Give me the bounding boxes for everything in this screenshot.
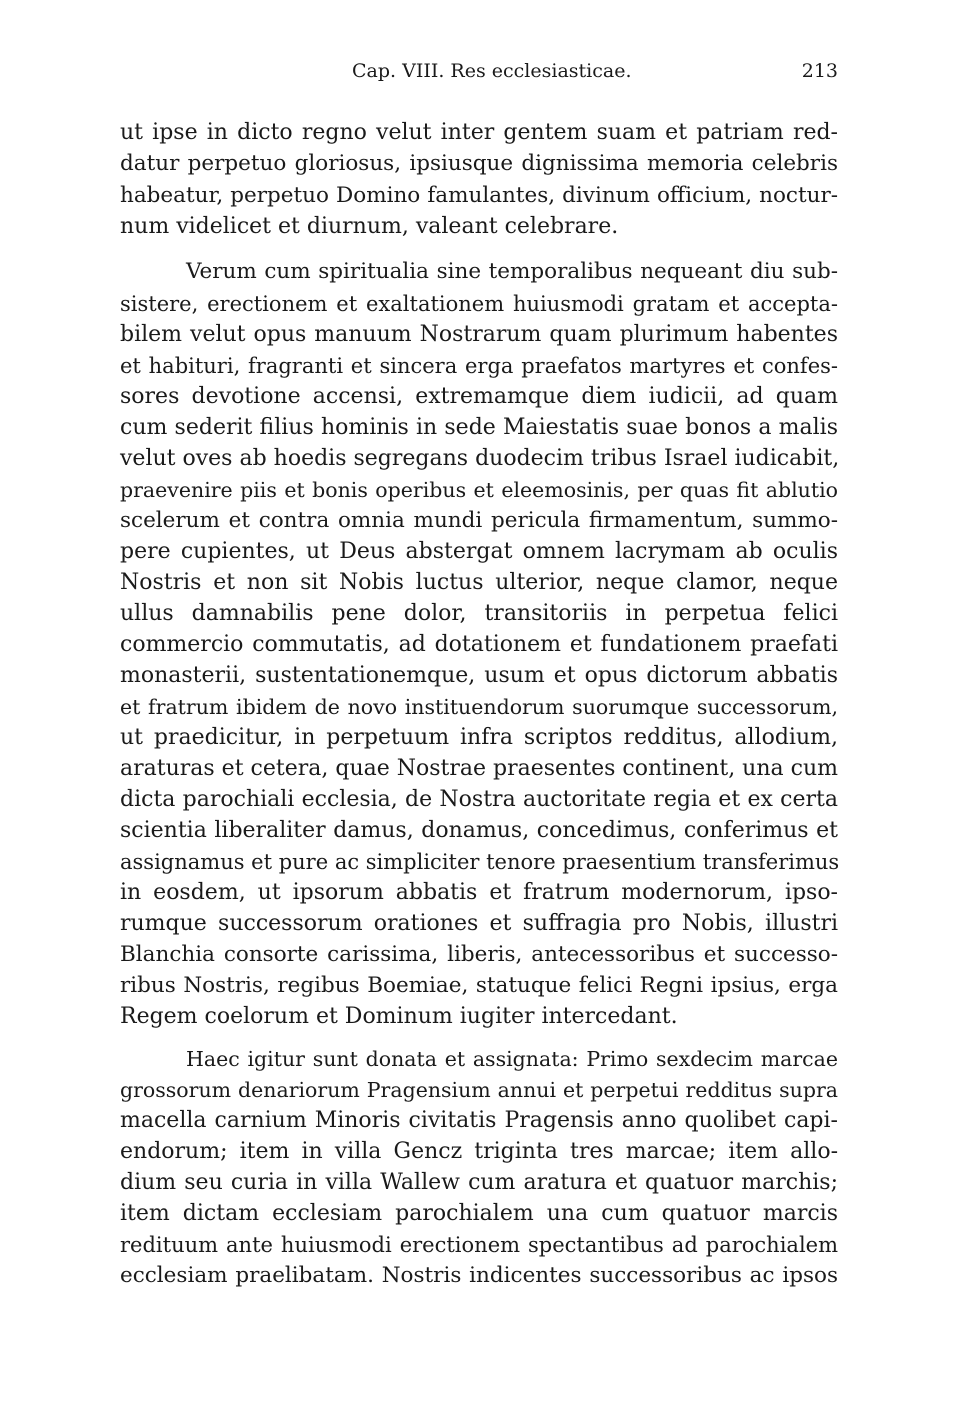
text-line: Nostris et non sit Nobis luctus ulterior, neque clamor, neque [120, 570, 838, 595]
text-line: endorum; item in villa Gencz triginta tres marcae; item allo- [120, 1139, 838, 1164]
text-line: Haec igitur sunt donata et assignata: Primo sexdecim marcae [186, 1047, 838, 1071]
text-line: dium seu curia in villa Wallew cum aratura et quatuor marchis; [120, 1170, 838, 1195]
text-line: redituum ante huiusmodi erectionem spectantibus ad parochialem [120, 1233, 838, 1257]
text-line: sistere, erectionem et exaltationem huiusmodi gratam et accepta- [120, 292, 838, 316]
text-line: ribus Nostris, regibus Boemiae, statuque felici Regni ipsius, erga [120, 973, 838, 998]
text-line: ut praedicitur, in perpetuum infra scriptos redditus, allodium, [120, 725, 838, 750]
text-line: Regem coelorum et Dominum iugiter intercedant. [120, 1004, 678, 1029]
text-line: monasterii, sustentationemque, usum et opus dictorum abbatis [120, 663, 838, 688]
text-line: dicta parochiali ecclesia, de Nostra auctoritate regia et ex certa [120, 787, 838, 812]
text-line: datur perpetuo gloriosus, ipsiusque dignissima memoria celebris [120, 151, 838, 176]
text-line: Verum cum spiritualia sine temporalibus nequeant diu sub- [186, 259, 838, 284]
text-line: sores devotione accensi, extremamque diem iudicii, ad quam [120, 384, 838, 409]
text-line: praevenire piis et bonis operibus et eleemosinis, per quas fit ablutio [120, 478, 838, 502]
text-line: scientia liberaliter damus, donamus, concedimus, conferimus et [120, 818, 838, 843]
text-line: pere cupientes, ut Deus abstergat omnem lacrymam ab oculis [120, 539, 838, 564]
text-line: et fratrum ibidem de novo instituendorum suorumque successorum, [120, 695, 838, 719]
text-line: cum sederit filius hominis in sede Maiestatis suae bonos a malis [120, 415, 838, 440]
text-line: scelerum et contra omnia mundi pericula firmamentum, summo- [120, 508, 838, 533]
text-line: in eosdem, ut ipsorum abbatis et fratrum modernorum, ipso- [120, 880, 838, 905]
text-line: item dictam ecclesiam parochialem una cum quatuor marcis [120, 1201, 838, 1226]
text-line: Blanchia consorte carissima, liberis, antecessoribus et successo- [120, 942, 838, 967]
text-line: grossorum denariorum Pragensium annui et perpetui redditus supra [120, 1078, 838, 1102]
text-line: ut ipse in dicto regno velut inter gentem suam et patriam red- [120, 120, 838, 145]
text-line: rumque successorum orationes et suffragia pro Nobis, illustri [120, 911, 838, 936]
text-line: assignamus et pure ac simpliciter tenore praesentium transferimus [120, 850, 840, 874]
text-line: bilem velut opus manuum Nostrarum quam plurimum habentes [120, 322, 838, 347]
text-line: ecclesiam praelibatam. Nostris indicentes successoribus ac ipsos [120, 1263, 838, 1288]
text-line: araturas et cetera, quae Nostrae praesentes continent, una cum [120, 756, 838, 781]
running-header [352, 60, 838, 86]
page-number: 213 [801, 60, 838, 82]
text-line: habeatur, perpetuo Domino famulantes, divinum officium, noctur- [120, 183, 838, 208]
text-line: velut oves ab hoedis segregans duodecim tribus Israel iudicabit, [120, 446, 840, 471]
text-line: macella carnium Minoris civitatis Pragensis anno quolibet capi- [120, 1108, 838, 1133]
text-line: ullus damnabilis pene dolor, transitoriis in perpetua felici [120, 601, 838, 626]
text-line: commercio commutatis, ad dotationem et fundationem praefati [120, 632, 838, 657]
text-line: num videlicet et diurnum, valeant celebrare. [120, 214, 619, 239]
chapter-title: Cap. VIII. Res ecclesiasticae. [352, 60, 632, 82]
text-line: et habituri, fragranti et sincera erga praefatos martyres et confes- [120, 354, 838, 378]
